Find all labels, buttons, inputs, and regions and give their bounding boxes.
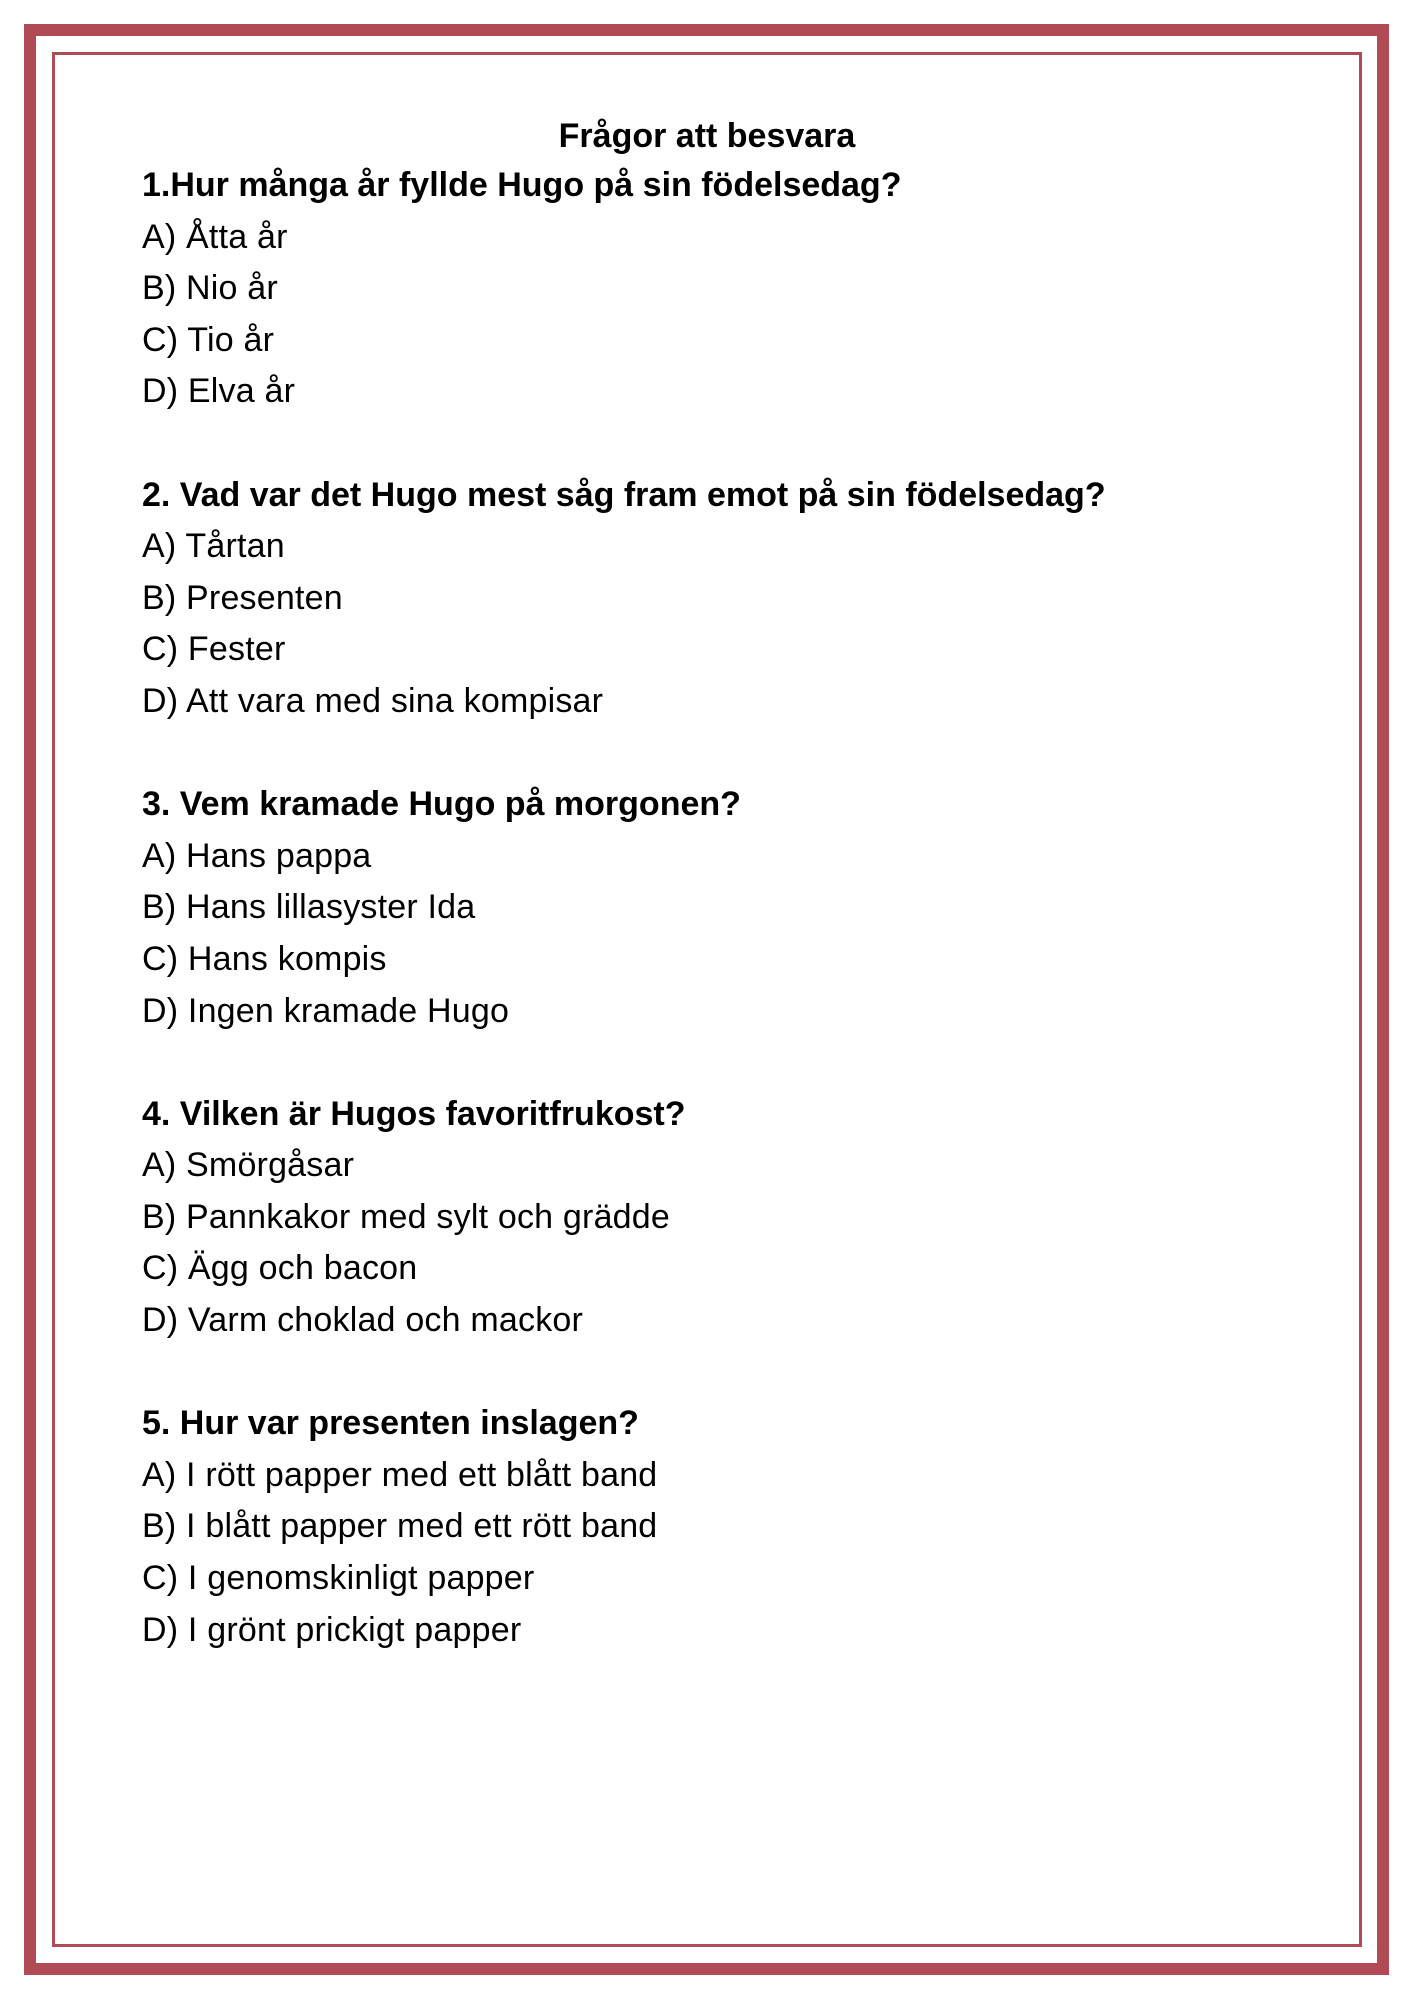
answer-option-a: A) Hans pappa (142, 836, 372, 875)
answer-option-a: A) Tårtan (142, 527, 285, 566)
question-text: 3. Vem kramade Hugo på morgonen? (142, 785, 741, 824)
answer-option-a: A) I rött papper med ett blått band (142, 1455, 658, 1494)
answer-option-d: D) Ingen kramade Hugo (142, 991, 510, 1030)
page-title: Frågor att besvara (558, 117, 856, 155)
answer-option-b: B) Pannkakor med sylt och grädde (142, 1197, 671, 1236)
answer-option-d: D) Elva år (142, 372, 296, 411)
question-text: 1.Hur många år fyllde Hugo på sin födelsedag? (142, 166, 902, 204)
worksheet-content (142, 112, 1292, 1708)
answer-option-d: D) I grönt prickigt papper (142, 1610, 522, 1649)
question-block-3 (142, 779, 1292, 1037)
answer-option-d: D) Att vara med sina kompisar (142, 681, 604, 720)
answer-option-c: C) Hans kompis (142, 939, 387, 978)
question-block-4 (142, 1089, 1292, 1347)
answer-option-b: B) Hans lillasyster Ida (142, 888, 476, 927)
answer-option-c: C) Fester (142, 630, 286, 669)
question-text: 2. Vad var det Hugo mest såg fram emot på sin födelsedag? (142, 475, 1106, 514)
question-text: 4. Vilken är Hugos favoritfrukost? (142, 1094, 686, 1133)
answer-option-d: D) Varm choklad och mackor (142, 1301, 584, 1340)
answer-option-c: C) Ägg och bacon (142, 1249, 418, 1288)
answer-option-b: B) Presenten (142, 578, 343, 617)
answer-option-a: A) Åtta år (142, 217, 288, 256)
answer-option-a: A) Smörgåsar (142, 1146, 355, 1185)
answer-option-b: B) I blått papper med ett rött band (142, 1507, 658, 1546)
question-block-2 (142, 470, 1292, 728)
question-block-5 (142, 1398, 1292, 1656)
question-block-1 (142, 160, 1292, 418)
question-text: 5. Hur var presenten inslagen? (142, 1404, 639, 1443)
answer-option-c: C) Tio år (142, 320, 275, 359)
answer-option-c: C) I genomskinligt papper (142, 1559, 535, 1598)
answer-option-b: B) Nio år (142, 269, 278, 308)
